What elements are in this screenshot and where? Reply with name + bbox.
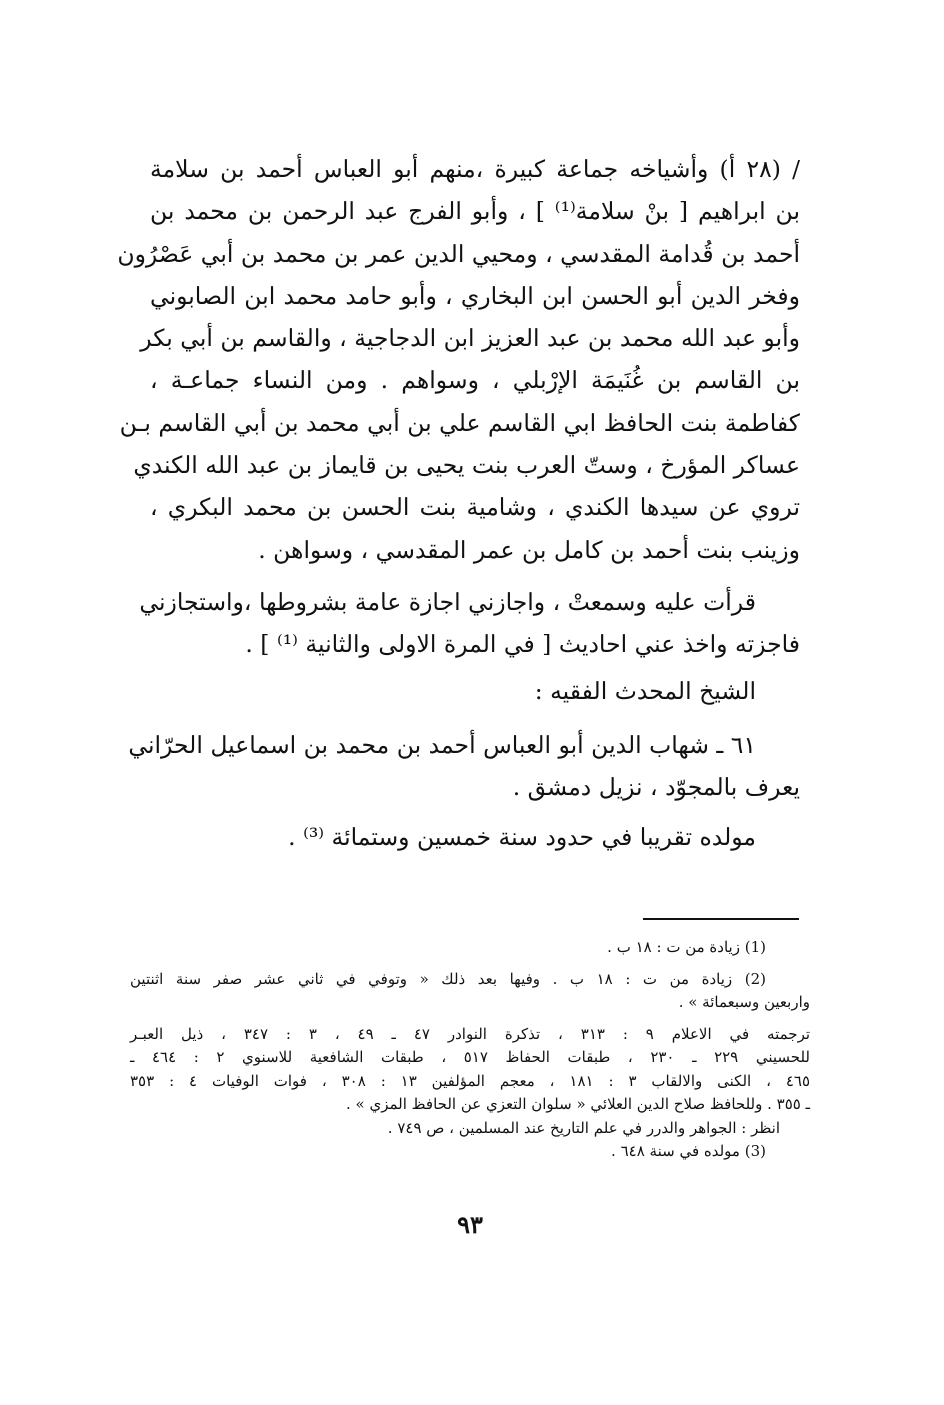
text-line: وفخر الدين أبو الحسن ابن البخاري ، وأبو حامد محمد ابن الصابوني: [150, 281, 800, 310]
text-line: عساكر المؤرخ ، وستّ العرب بنت يحيى بن قايماز بن عبد الله الكندي: [133, 451, 800, 480]
footnote-line: ـ ٣٥٥ . وللحافظ صلاح الدين العلائي « سلوان التعزي عن الحافظ المزي » .: [345, 1095, 810, 1113]
footnote-separator: [643, 918, 799, 920]
text-line: بن ابراهيم [ بنْ سلامة⁽¹⁾ ] ، وأبو الفرج عبد الرحمن بن محمد بن: [150, 197, 800, 226]
entry-61: [128, 724, 800, 809]
text-line: وزينب بنت أحمد بن كامل بن عمر المقدسي ، وسواهن .: [258, 535, 800, 564]
paragraph-ijaza: [139, 581, 800, 666]
footnote-biography: [130, 1023, 810, 1141]
text-line: تروي عن سيدها الكندي ، وشامية بنت الحسن بن محمد البكري ،: [150, 493, 800, 522]
text-line: بن القاسم بن غُنَيمَة الإرْبلي ، وسواهم . ومن النساء جماعـة ،: [150, 366, 800, 395]
footnote-3: (3) مولده في سنة ٦٤٨ .: [611, 1142, 766, 1160]
footnote-2: [130, 968, 810, 1015]
footnote-line: انظر : الجواهر والدرر في علم التاريخ عند المسلمين ، ص ٧٤٩ .: [387, 1118, 780, 1137]
birth-line: مولده تقريبا في حدود سنة خمسين وستمائة ⁽³⁾ .: [288, 823, 756, 852]
footnotes: [130, 936, 810, 1164]
footnote-line: ٤٦٥ ، الكنى والالقاب ٣ : ١٨١ ، معجم المؤلفين ١٣ : ٣٠٨ ، فوات الوفيات ٤ : ٣٥٣: [130, 1071, 810, 1090]
section-heading: الشيخ المحدث الفقيه :: [534, 676, 756, 705]
text-line: كفاطمة بنت الحافظ ابي القاسم علي بن أبي محمد بن أبي القاسم بـن: [119, 408, 800, 437]
text-line: وأبو عبد الله محمد بن عبد العزيز ابن الدجاجية ، والقاسم بن أبي بكر: [140, 324, 800, 353]
footnote-line: واربعين وسبعمائة » .: [678, 993, 810, 1011]
text-line: أحمد بن قُدامة المقدسي ، ومحيي الدين عمر بن محمد بن أبي عَصْرُون: [117, 239, 800, 268]
main-text: [117, 148, 800, 859]
footnote-line: (2) زيادة من ت : ١٨ ب . وفيها بعد ذلك « وتوفي في ثاني عشر صفر سنة اثنتين: [130, 969, 766, 988]
text-line: ٦١ ـ شهاب الدين أبو العباس أحمد بن محمد بن اسماعيل الحرّاني: [128, 730, 756, 759]
paragraph-teachers: [117, 148, 800, 571]
page-number: ٩٣: [457, 1210, 483, 1239]
footnote-1: (1) زيادة من ت : ١٨ ب .: [607, 938, 766, 956]
text-line: فاجزته واخذ عني احاديث [ في المرة الاولى والثانية ⁽¹⁾ ] .: [245, 630, 800, 659]
footnote-line: ترجمته في الاعلام ٩ : ٣١٣ ، تذكرة النوادر ٤٧ ـ ٤٩ ، ٣ : ٣٤٧ ، ذيل العبـر: [130, 1024, 811, 1043]
text-line: قرأت عليه وسمعتْ ، واجازني اجازة عامة بشروطها ،واستجازني: [139, 587, 756, 616]
text-line: يعرف بالمجوّد ، نزيل دمشق .: [512, 773, 800, 802]
footnote-line: للحسيني ٢٢٩ ـ ٢٣٠ ، طبقات الحفاظ ٥١٧ ، طبقات الشافعية للاسنوي ٢ : ٤٦٤ ـ: [130, 1048, 810, 1066]
text-line: / (٢٨ أ) وأشياخه جماعة كبيرة ،منهم أبو العباس أحمد بن سلامة: [150, 155, 800, 183]
